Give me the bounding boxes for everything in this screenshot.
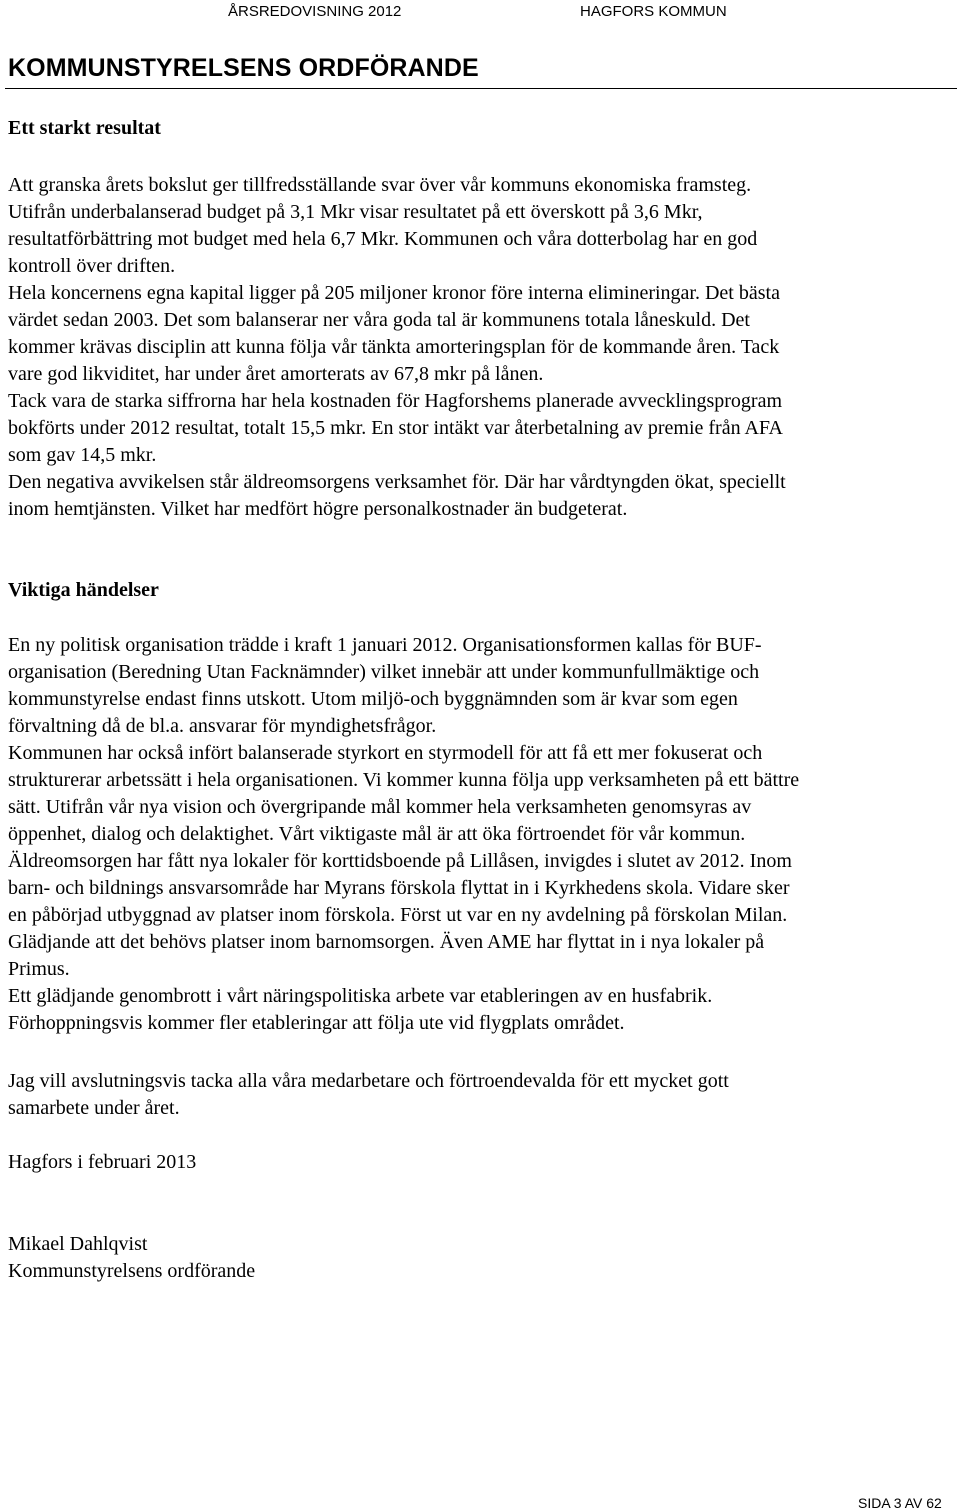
section-heading-result: Ett starkt resultat [8, 117, 161, 139]
text-line: Förhoppningsvis kommer fler etableringar att följa ute vid flygplats området. [8, 1012, 625, 1034]
text-line: öppenhet, dialog och delaktighet. Vårt viktigaste mål är att öka förtroendet för vår kommun. [8, 823, 746, 845]
section2-body [8, 632, 953, 1037]
signature-block [8, 1231, 953, 1285]
text-line: strukturerar arbetssätt i hela organisationen. Vi kommer kunna följa upp verksamheten på ett bättre [8, 769, 800, 791]
place-date [8, 1149, 953, 1176]
section1-intro [8, 172, 953, 280]
running-header [0, 3, 960, 23]
text-line: Att granska årets bokslut ger tillfredsställande svar över vår kommuns ekonomiska framsteg. [8, 174, 752, 196]
page-number: SIDA 3 AV 62 [858, 1495, 942, 1511]
text-line: vare god likviditet, har under året amorterats av 67,8 mkr på lånen. [8, 363, 544, 385]
text-line: Den negativa avvikelsen står äldreomsorgens verksamhet för. Där har vårdtyngden ökat, speciellt [8, 471, 786, 493]
text-line: Jag vill avslutningsvis tacka alla våra medarbetare och förtroendevalda för ett mycket gott [8, 1070, 729, 1092]
text-line: En ny politisk organisation trädde i kraft 1 januari 2012. Organisationsformen kallas för BUF- [8, 634, 762, 656]
text-line: barn- och bildnings ansvarsområde har Myrans förskola flyttat in i Kyrkhedens skola. Vidare sker [8, 877, 790, 899]
text-line: Glädjande att det behövs platser inom barnomsorgen. Även AME har flyttat in i nya lokaler på [8, 931, 765, 953]
text-line: Hagfors i februari 2013 [8, 1151, 197, 1173]
title-divider [5, 88, 957, 89]
section-heading-events: Viktiga händelser [8, 579, 159, 601]
signatory-role: Kommunstyrelsens ordförande [8, 1260, 256, 1282]
text-line: Tack vara de starka siffrorna har hela kostnaden för Hagforshems planerade avvecklingsprogram [8, 390, 783, 412]
text-line: resultatförbättring mot budget med hela 6,7 Mkr. Kommunen och våra dotterbolag har en god [8, 228, 758, 250]
text-line: värdet sedan 2003. Det som balanserar ner våra goda tal är kommunens totala låneskuld. Det [8, 309, 750, 331]
text-line: inom hemtjänsten. Vilket har medfört högre personalkostnader än budgeterat. [8, 498, 628, 520]
text-line: Äldreomsorgen har fått nya lokaler för korttidsboende på Lillåsen, invigdes i slutet av 2012. Inom [8, 850, 792, 872]
text-line: kontroll över driften. [8, 255, 176, 277]
text-line: Hela koncernens egna kapital ligger på 205 miljoner kronor före interna elimineringar. Det bästa [8, 282, 780, 304]
text-line: Kommunen har också infört balanserade styrkort en styrmodell för att få ett mer fokuserat och [8, 742, 763, 764]
text-line: kommer krävas disciplin att kunna följa vår tänkta amorteringsplan för de kommande åren. Tack [8, 336, 780, 358]
text-line: Primus. [8, 958, 70, 980]
text-line: förvaltning då de bl.a. ansvarar för myndighetsfrågor. [8, 715, 437, 737]
text-line: kommunstyrelse endast finns utskott. Utom miljö-och byggnämnden som är kvar som egen [8, 688, 738, 710]
text-line: som gav 14,5 mkr. [8, 444, 157, 466]
text-line: Ett glädjande genombrott i vårt näringspolitiska arbete var etableringen av en husfabrik. [8, 985, 713, 1007]
text-line: samarbete under året. [8, 1097, 180, 1119]
municipality-name: HAGFORS KOMMUN [580, 3, 727, 20]
section1-body [8, 280, 953, 523]
page-title: KOMMUNSTYRELSENS ORDFÖRANDE [8, 54, 479, 82]
text-line: Utifrån underbalanserad budget på 3,1 Mkr visar resultatet på ett överskott på 3,6 Mkr, [8, 201, 703, 223]
text-line: bokförts under 2012 resultat, totalt 15,5 mkr. En stor intäkt var återbetalning av premie från AFA [8, 417, 783, 439]
closing-paragraph [8, 1068, 953, 1122]
text-line: sätt. Utifrån vår nya vision och övergripande mål kommer hela verksamheten genomsyras av [8, 796, 752, 818]
text-line: organisation (Beredning Utan Facknämnder) vilket innebär att under kommunfullmäktige och [8, 661, 760, 683]
signatory-name: Mikael Dahlqvist [8, 1233, 148, 1255]
text-line: en påbörjad utbyggnad av platser inom förskola. Först ut var en ny avdelning på förskolan Milan. [8, 904, 788, 926]
report-title: ÅRSREDOVISNING 2012 [228, 3, 402, 20]
